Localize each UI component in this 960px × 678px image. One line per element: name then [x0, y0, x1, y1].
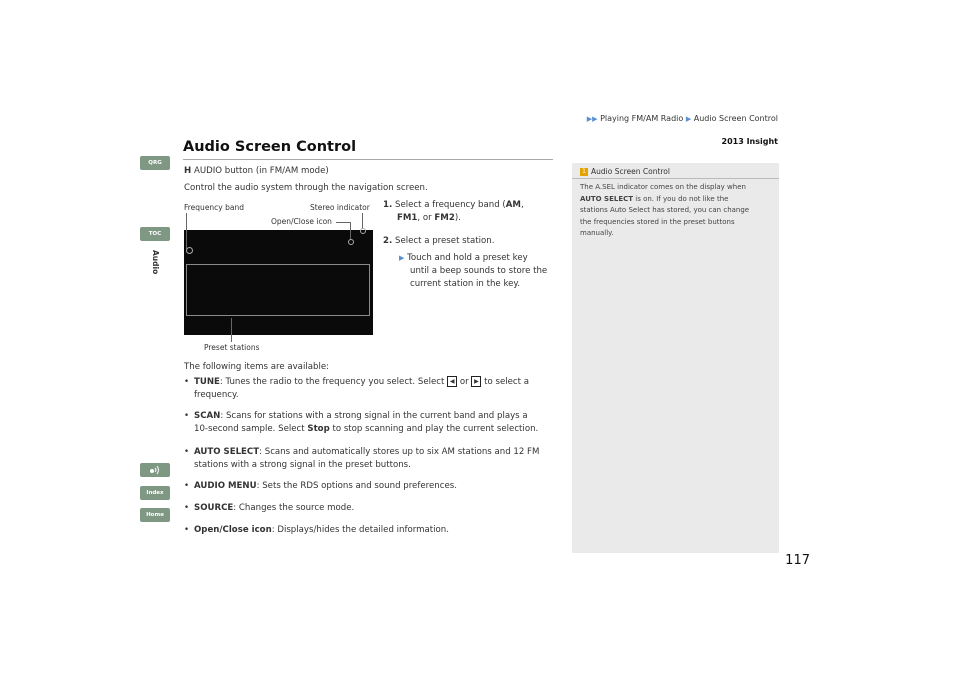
preset-stations-area	[186, 264, 370, 316]
note-number-badge: 1	[580, 168, 588, 176]
qrg-button[interactable]: QRG	[140, 156, 170, 170]
leader-dot	[186, 247, 193, 254]
breadcrumb-item[interactable]: Playing FM/AM Radio	[600, 114, 684, 123]
index-button[interactable]: Index	[140, 486, 170, 500]
leader-line	[186, 213, 187, 249]
leader-line	[231, 318, 232, 342]
list-item: • AUTO SELECT: Scans and automatically stores up to six AM stations and 12 FM stations with a strong signal in the preset buttons.	[184, 447, 540, 470]
breadcrumb-item[interactable]: Audio Screen Control	[693, 114, 778, 123]
button-icon: H	[184, 166, 192, 176]
callout-preset-stations: Preset stations	[204, 343, 260, 352]
callout-stereo-indicator: Stereo indicator	[310, 203, 370, 212]
model-label: 2013 Insight	[721, 137, 778, 146]
title-divider	[183, 159, 553, 160]
sidebar-text: The A.SEL indicator comes on the display when AUTO SELECT is on. If you do not like the stations Auto Select has stored, you can change the frequencies stored in the preset buttons manually.	[580, 183, 750, 237]
callout-frequency-band: Frequency band	[184, 203, 244, 212]
left-arrow-key-icon: ◀	[447, 376, 457, 387]
step-2: 2. Select a preset station.	[383, 236, 495, 246]
button-reference-text: AUDIO button (in FM/AM mode)	[193, 166, 329, 176]
step-1: 1. Select a frequency band (AM, FM1, or FM2).	[383, 200, 524, 223]
breadcrumb-arrow-icon: ▶▶	[586, 115, 598, 123]
page-title: Audio Screen Control	[183, 139, 357, 155]
arrow-icon: ▶	[399, 254, 405, 262]
leader-dot	[360, 228, 366, 234]
leader-line	[336, 222, 350, 223]
leader-line	[362, 213, 363, 229]
page-number: 117	[785, 553, 810, 568]
voice-icon	[149, 465, 161, 475]
button-reference	[184, 165, 329, 178]
sidebar-heading: 1 Audio Screen Control	[580, 167, 670, 176]
home-button[interactable]: Home	[140, 508, 170, 522]
list-item: • SCAN: Scans for stations with a strong signal in the current band and plays a 10-second sample. Select Stop to stop scanning and play the current selection.	[184, 411, 539, 434]
leader-dot	[348, 239, 354, 245]
list-item: • Open/Close icon: Displays/hides the detailed information.	[184, 525, 449, 535]
section-label: Audio	[151, 250, 160, 275]
breadcrumb-arrow-icon: ▶	[685, 115, 692, 123]
list-item: • SOURCE: Changes the source mode.	[184, 503, 355, 513]
callout-open-close-icon: Open/Close icon	[271, 217, 332, 226]
list-item: • TUNE: Tunes the radio to the frequency you select. Select ◀ or ▶ to select a frequency.	[184, 377, 530, 400]
voice-button[interactable]	[140, 463, 170, 477]
substep: ▶ Touch and hold a preset key until a beep sounds to store the current station in the key.	[399, 253, 548, 289]
breadcrumb	[587, 114, 778, 123]
list-item: • AUDIO MENU: Sets the RDS options and sound preferences.	[184, 481, 457, 491]
sidebar-divider	[572, 178, 779, 179]
items-intro: The following items are available:	[184, 362, 330, 372]
right-arrow-key-icon: ▶	[471, 376, 481, 387]
toc-button[interactable]: TOC	[140, 227, 170, 241]
leader-line	[350, 222, 351, 240]
intro-text: Control the audio system through the navigation screen.	[184, 183, 428, 193]
